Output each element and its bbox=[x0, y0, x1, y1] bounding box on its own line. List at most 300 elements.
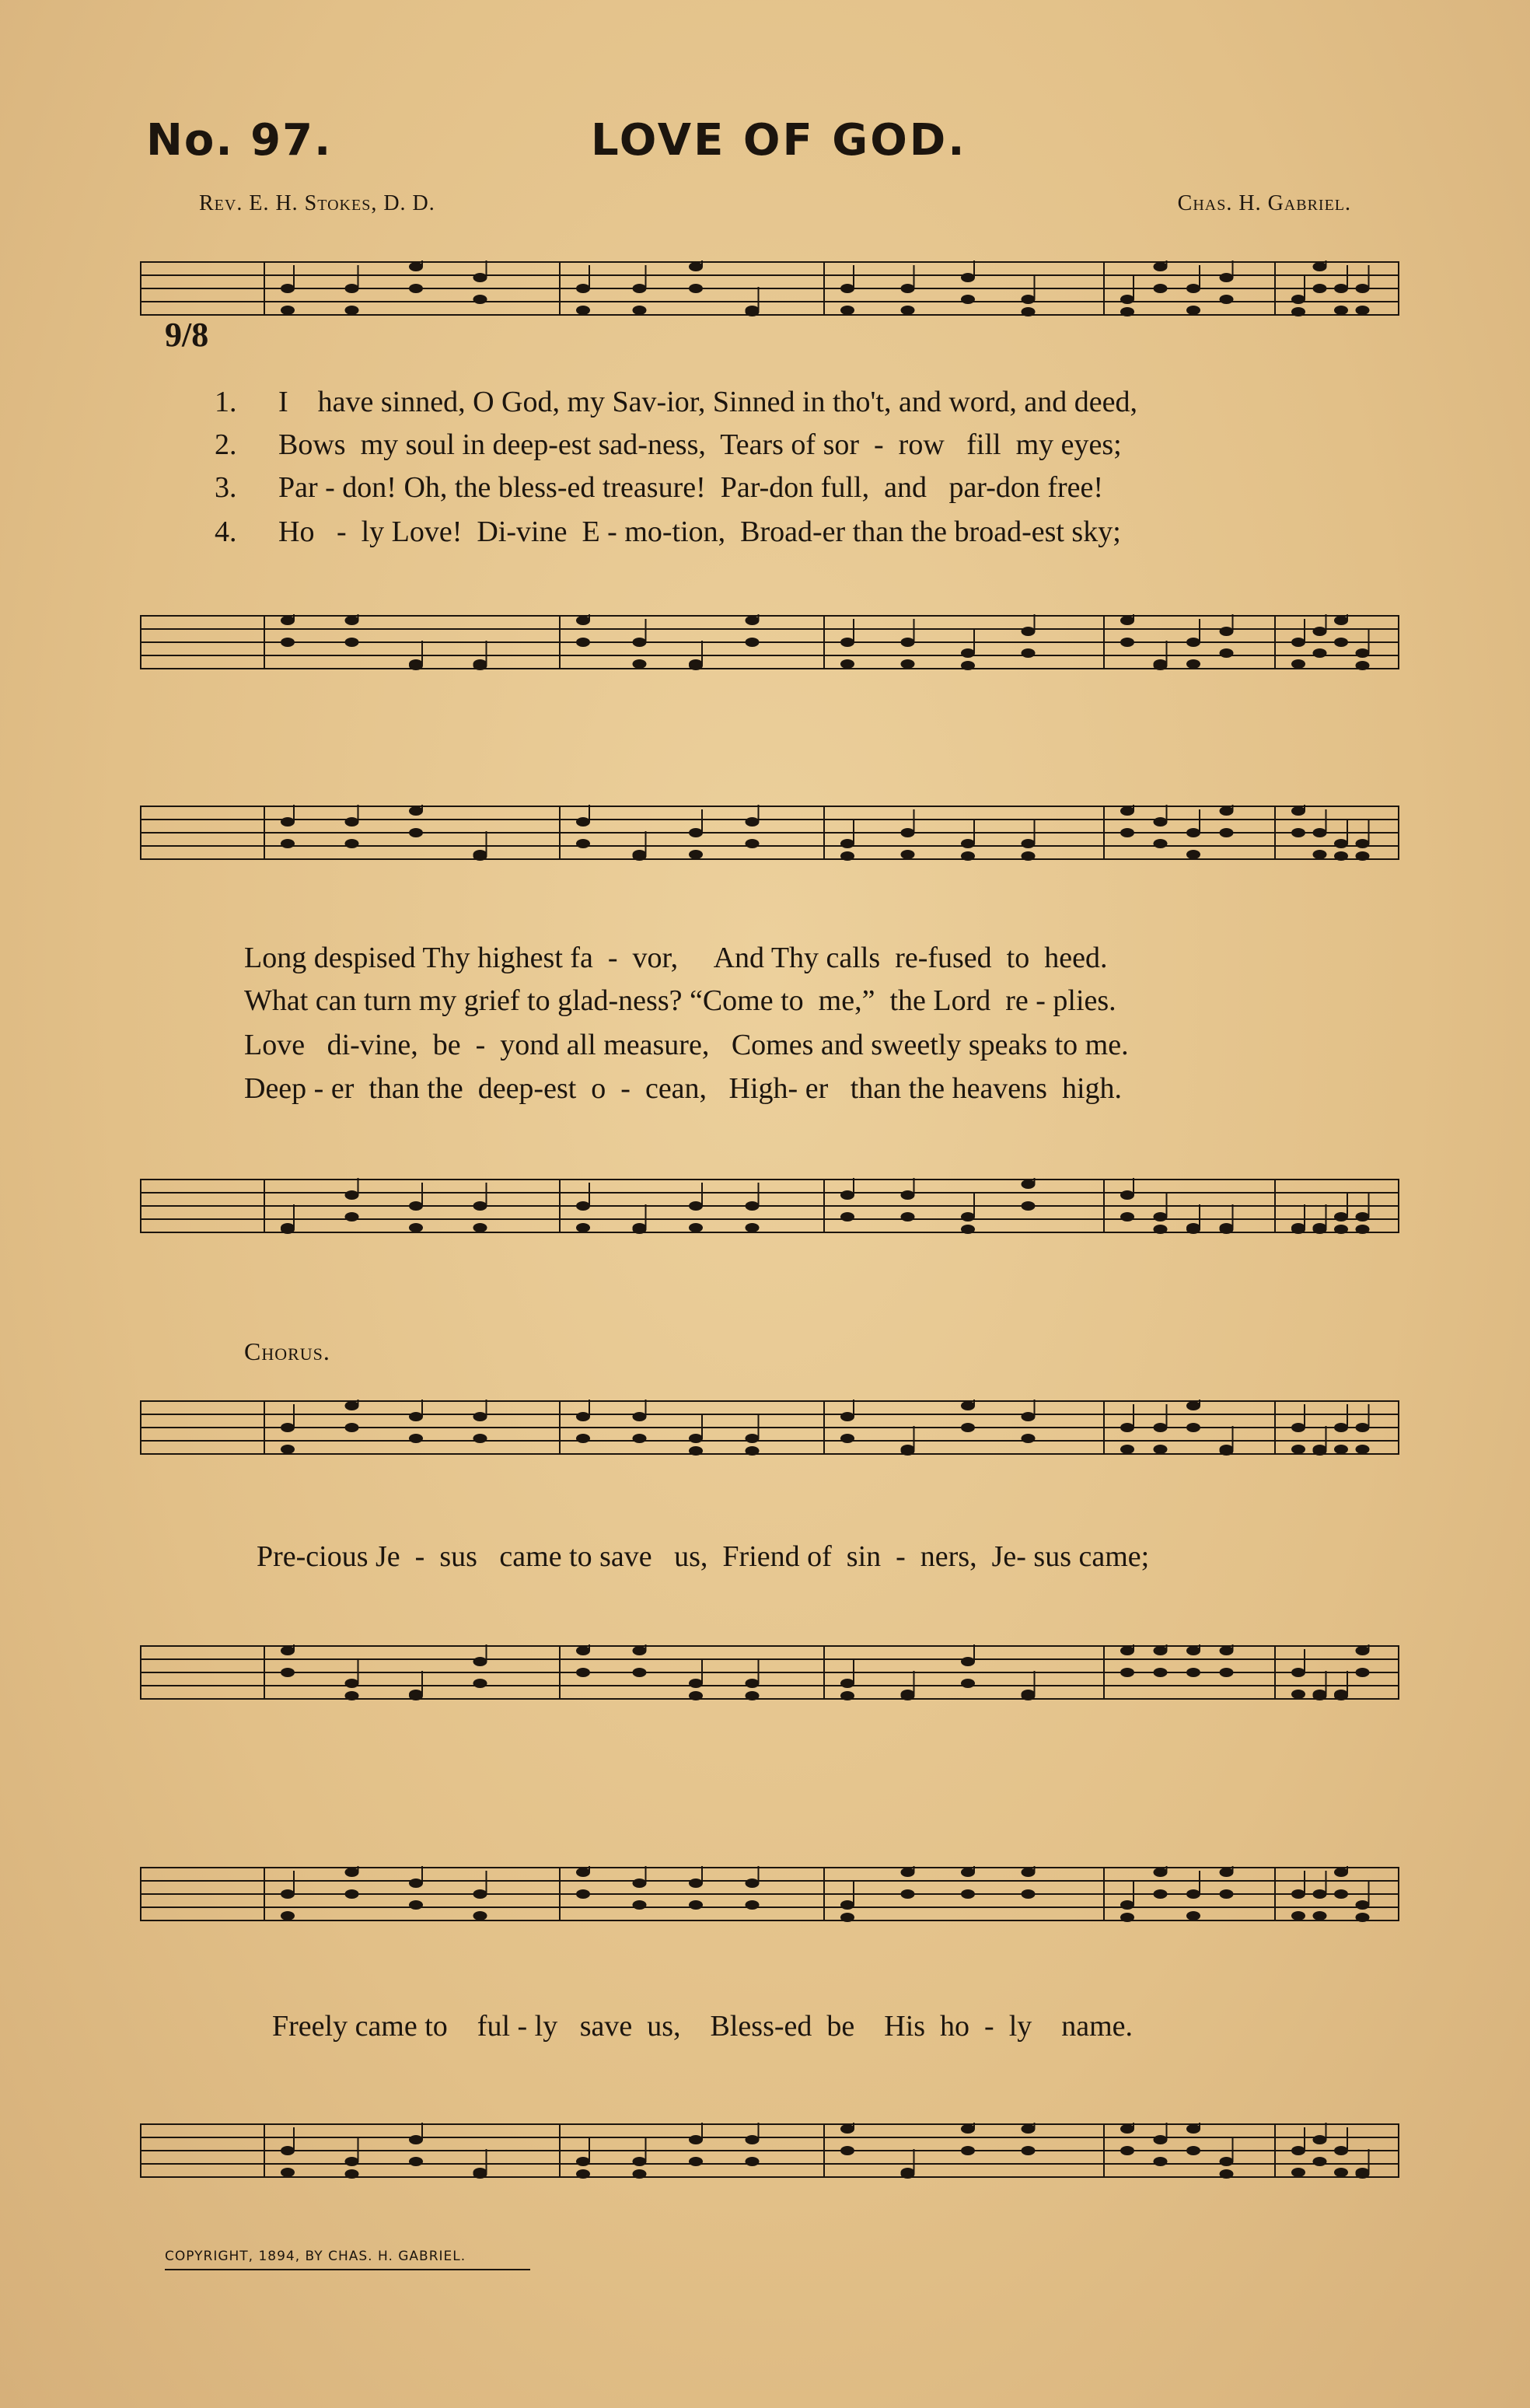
note-head bbox=[901, 1190, 915, 1200]
note-head bbox=[1220, 1668, 1234, 1677]
note-head bbox=[746, 616, 760, 625]
note-head bbox=[409, 661, 423, 670]
note-head bbox=[345, 1423, 359, 1432]
note-head bbox=[689, 2135, 703, 2144]
note-head bbox=[1154, 1646, 1168, 1655]
note-head bbox=[1334, 616, 1348, 625]
note-head bbox=[473, 1412, 487, 1421]
note-head bbox=[1220, 1646, 1234, 1655]
note-head bbox=[1022, 1889, 1036, 1899]
chorus-label: Chorus. bbox=[244, 1337, 330, 1365]
bass-staff-2 bbox=[140, 1178, 1399, 1234]
note-head bbox=[281, 638, 295, 647]
note-head bbox=[1334, 851, 1348, 861]
note-head bbox=[840, 1679, 854, 1688]
note-head bbox=[1186, 1646, 1200, 1655]
note-head bbox=[409, 1412, 423, 1421]
note-head bbox=[409, 1201, 423, 1211]
treble-staff-2 bbox=[140, 805, 1399, 861]
note-head bbox=[1356, 1646, 1370, 1655]
note-head bbox=[1120, 828, 1134, 837]
note-head bbox=[1022, 839, 1036, 848]
lyric-line: What can turn my grief to glad-ness? “Come to me,” the Lord re - plies. bbox=[244, 984, 1116, 1017]
note-head bbox=[345, 638, 359, 647]
note-head bbox=[840, 1212, 854, 1221]
note-head bbox=[1313, 1446, 1327, 1456]
lyric-line: Deep - er than the deep-est o - cean, High- er than the heavens high. bbox=[244, 1072, 1123, 1105]
note-head bbox=[689, 1900, 703, 1910]
note-head bbox=[409, 1223, 423, 1232]
note-head bbox=[1356, 1225, 1370, 1234]
note-head bbox=[1186, 1911, 1200, 1920]
note-head bbox=[1313, 284, 1327, 293]
note-head bbox=[1022, 1412, 1036, 1421]
note-head bbox=[840, 638, 854, 647]
note-head bbox=[1334, 1225, 1348, 1234]
note-head bbox=[345, 1212, 359, 1221]
note-head bbox=[961, 1225, 975, 1234]
note-head bbox=[840, 1691, 854, 1700]
note-head bbox=[1186, 828, 1200, 837]
copyright-notice: COPYRIGHT, 1894, BY CHAS. H. GABRIEL. bbox=[165, 2249, 466, 2264]
note-head bbox=[1022, 2124, 1036, 2134]
note-head bbox=[633, 851, 647, 861]
note-head bbox=[840, 659, 854, 669]
note-head bbox=[1120, 1445, 1134, 1454]
note-head bbox=[1356, 851, 1370, 861]
note-head bbox=[901, 1446, 915, 1456]
note-head bbox=[1022, 2146, 1036, 2155]
note-head bbox=[1291, 1668, 1305, 1677]
composer-credit: Chas. H. Gabriel. bbox=[1177, 191, 1351, 215]
note-head bbox=[746, 1900, 760, 1910]
note-head bbox=[633, 1668, 647, 1677]
note-head bbox=[1220, 1889, 1234, 1899]
note-head bbox=[746, 1679, 760, 1688]
note-head bbox=[345, 817, 359, 827]
note-head bbox=[345, 1190, 359, 1200]
note-head bbox=[1186, 1225, 1200, 1234]
note-head bbox=[689, 1434, 703, 1443]
note-head bbox=[633, 1412, 647, 1421]
note-head bbox=[1356, 1913, 1370, 1922]
note-head bbox=[901, 306, 915, 315]
note-head bbox=[901, 828, 915, 837]
note-head bbox=[1154, 1423, 1168, 1432]
note-head bbox=[1291, 638, 1305, 647]
note-head bbox=[1356, 1900, 1370, 1910]
note-head bbox=[1154, 1225, 1168, 1234]
note-head bbox=[1120, 638, 1134, 647]
note-head bbox=[345, 1679, 359, 1688]
note-head bbox=[576, 839, 590, 848]
note-head bbox=[473, 1657, 487, 1666]
note-head bbox=[576, 1434, 590, 1443]
note-head bbox=[576, 1201, 590, 1211]
note-head bbox=[281, 817, 295, 827]
note-head bbox=[473, 1679, 487, 1688]
note-head bbox=[281, 284, 295, 293]
note-head bbox=[409, 1879, 423, 1888]
note-head bbox=[1291, 1423, 1305, 1432]
note-head bbox=[746, 1446, 760, 1456]
chorus-lyric-line: Freely came to ful - ly save us, Bless-ed be His ho - ly name. bbox=[272, 2010, 1134, 2043]
note-head bbox=[1313, 648, 1327, 658]
note-head bbox=[840, 1900, 854, 1910]
note-head bbox=[1120, 1190, 1134, 1200]
note-head bbox=[901, 638, 915, 647]
note-head bbox=[633, 2157, 647, 2166]
note-head bbox=[633, 1879, 647, 1888]
note-head bbox=[1291, 806, 1305, 816]
note-head bbox=[345, 616, 359, 625]
note-head bbox=[576, 2169, 590, 2179]
lyric-line: Love di-vine, be - yond all measure, Comes and sweetly speaks to me. bbox=[244, 1029, 1129, 1061]
note-head bbox=[746, 839, 760, 848]
note-head bbox=[746, 2135, 760, 2144]
note-head bbox=[840, 2146, 854, 2155]
note-head bbox=[633, 638, 647, 647]
note-head bbox=[633, 659, 647, 669]
note-head bbox=[473, 661, 487, 670]
note-head bbox=[961, 273, 975, 282]
note-head bbox=[1120, 1212, 1134, 1221]
note-head bbox=[473, 1889, 487, 1899]
note-head bbox=[1022, 307, 1036, 316]
note-head bbox=[1334, 1868, 1348, 1877]
note-head bbox=[409, 1691, 423, 1700]
note-head bbox=[1334, 2146, 1348, 2155]
note-head bbox=[1220, 806, 1234, 816]
note-head bbox=[1334, 1445, 1348, 1454]
lyric-line: Par - don! Oh, the bless-ed treasure! Par-don full, and par-don free! bbox=[278, 471, 1104, 504]
note-head bbox=[633, 1225, 647, 1234]
note-head bbox=[961, 648, 975, 658]
bass-staff-1 bbox=[140, 614, 1399, 670]
note-head bbox=[281, 839, 295, 848]
note-head bbox=[1291, 1889, 1305, 1899]
note-head bbox=[1334, 839, 1348, 848]
note-head bbox=[961, 851, 975, 861]
note-head bbox=[1186, 659, 1200, 669]
note-head bbox=[1356, 1445, 1370, 1454]
note-head bbox=[1120, 307, 1134, 316]
note-head bbox=[1022, 1691, 1036, 1700]
note-head bbox=[473, 1434, 487, 1443]
note-head bbox=[840, 2124, 854, 2134]
note-head bbox=[1334, 2168, 1348, 2177]
note-head bbox=[576, 284, 590, 293]
note-head bbox=[746, 1223, 760, 1232]
note-head bbox=[1154, 262, 1168, 271]
note-head bbox=[1220, 828, 1234, 837]
note-head bbox=[746, 1879, 760, 1888]
note-head bbox=[1291, 1690, 1305, 1699]
note-head bbox=[633, 1900, 647, 1910]
note-head bbox=[1356, 2169, 1370, 2179]
note-head bbox=[409, 1900, 423, 1910]
note-head bbox=[1120, 616, 1134, 625]
note-head bbox=[1186, 306, 1200, 315]
note-head bbox=[1120, 1423, 1134, 1432]
note-head bbox=[901, 1889, 915, 1899]
note-head bbox=[1334, 1889, 1348, 1899]
note-head bbox=[281, 2146, 295, 2155]
note-head bbox=[345, 1691, 359, 1700]
note-head bbox=[1291, 828, 1305, 837]
note-head bbox=[473, 1201, 487, 1211]
note-head bbox=[576, 638, 590, 647]
note-head bbox=[633, 284, 647, 293]
note-head bbox=[281, 1889, 295, 1899]
note-head bbox=[281, 2168, 295, 2177]
note-head bbox=[345, 2157, 359, 2166]
note-head bbox=[1120, 295, 1134, 304]
note-head bbox=[576, 1412, 590, 1421]
note-head bbox=[1022, 295, 1036, 304]
note-head bbox=[1154, 839, 1168, 848]
note-head bbox=[1356, 839, 1370, 848]
note-head bbox=[281, 1225, 295, 1234]
note-head bbox=[1154, 1668, 1168, 1677]
note-head bbox=[473, 851, 487, 861]
note-head bbox=[746, 2157, 760, 2166]
note-head bbox=[576, 1889, 590, 1899]
note-head bbox=[1313, 262, 1327, 271]
note-head bbox=[1120, 1900, 1134, 1910]
note-head bbox=[1120, 1913, 1134, 1922]
note-head bbox=[1154, 661, 1168, 670]
lyric-line: Bows my soul in deep-est sad-ness, Tears of sor - row fill my eyes; bbox=[278, 428, 1122, 461]
note-head bbox=[345, 1868, 359, 1877]
chorus-lyric-line: Pre-cious Je - sus came to save us, Friend of sin - ners, Je- sus came; bbox=[257, 1540, 1150, 1573]
verse-number: 1. bbox=[215, 386, 237, 418]
note-head bbox=[961, 1679, 975, 1688]
note-head bbox=[1356, 306, 1370, 315]
note-head bbox=[281, 1668, 295, 1677]
note-head bbox=[409, 2135, 423, 2144]
note-head bbox=[1313, 1691, 1327, 1700]
note-head bbox=[1186, 1401, 1200, 1410]
note-head bbox=[1291, 1445, 1305, 1454]
note-head bbox=[1334, 638, 1348, 647]
note-head bbox=[689, 1691, 703, 1700]
note-head bbox=[1186, 2124, 1200, 2134]
note-head bbox=[1022, 1180, 1036, 1189]
note-head bbox=[633, 1646, 647, 1655]
note-head bbox=[281, 1646, 295, 1655]
note-head bbox=[1313, 2157, 1327, 2166]
note-head bbox=[1291, 1911, 1305, 1920]
note-head bbox=[901, 1691, 915, 1700]
note-head bbox=[281, 1423, 295, 1432]
note-head bbox=[961, 1401, 975, 1410]
note-head bbox=[901, 1212, 915, 1221]
note-head bbox=[961, 1212, 975, 1221]
note-head bbox=[409, 262, 423, 271]
note-head bbox=[1022, 1868, 1036, 1877]
note-head bbox=[345, 306, 359, 315]
note-head bbox=[1186, 850, 1200, 859]
note-head bbox=[1334, 284, 1348, 293]
note-head bbox=[840, 1913, 854, 1922]
note-head bbox=[1154, 2135, 1168, 2144]
note-head bbox=[576, 2157, 590, 2166]
note-head bbox=[1291, 295, 1305, 304]
note-head bbox=[281, 616, 295, 625]
note-head bbox=[576, 817, 590, 827]
note-head bbox=[840, 1190, 854, 1200]
note-head bbox=[1120, 1646, 1134, 1655]
note-head bbox=[961, 1868, 975, 1877]
note-head bbox=[1356, 1212, 1370, 1221]
note-head bbox=[1356, 284, 1370, 293]
note-head bbox=[1313, 1889, 1327, 1899]
note-head bbox=[1356, 1668, 1370, 1677]
note-head bbox=[689, 1223, 703, 1232]
note-head bbox=[901, 1868, 915, 1877]
note-head bbox=[961, 839, 975, 848]
note-head bbox=[409, 1434, 423, 1443]
verse-number: 2. bbox=[215, 428, 237, 461]
note-head bbox=[1120, 2124, 1134, 2134]
note-head bbox=[746, 1201, 760, 1211]
note-head bbox=[1154, 1212, 1168, 1221]
note-head bbox=[746, 817, 760, 827]
note-head bbox=[1022, 648, 1036, 658]
note-head bbox=[345, 839, 359, 848]
hymn-number: No. 97. bbox=[146, 115, 333, 166]
note-head bbox=[1220, 1225, 1234, 1234]
note-head bbox=[409, 284, 423, 293]
note-head bbox=[1356, 661, 1370, 670]
hymn-title: LOVE OF GOD. bbox=[591, 115, 967, 166]
note-head bbox=[961, 295, 975, 304]
note-head bbox=[1154, 2157, 1168, 2166]
note-head bbox=[281, 1911, 295, 1920]
note-head bbox=[689, 1879, 703, 1888]
note-head bbox=[961, 1889, 975, 1899]
note-head bbox=[1154, 1868, 1168, 1877]
note-head bbox=[1022, 1201, 1036, 1211]
note-head bbox=[746, 1434, 760, 1443]
note-head bbox=[345, 1401, 359, 1410]
note-head bbox=[1220, 627, 1234, 636]
note-head bbox=[840, 284, 854, 293]
note-head bbox=[689, 262, 703, 271]
note-head bbox=[1220, 1868, 1234, 1877]
note-head bbox=[840, 1434, 854, 1443]
note-head bbox=[1154, 284, 1168, 293]
note-head bbox=[961, 661, 975, 670]
note-head bbox=[1334, 1423, 1348, 1432]
note-head bbox=[345, 1889, 359, 1899]
note-head bbox=[1313, 1911, 1327, 1920]
note-head bbox=[689, 2157, 703, 2166]
note-head bbox=[633, 1434, 647, 1443]
bass-staff-3 bbox=[140, 1644, 1399, 1700]
note-head bbox=[1220, 295, 1234, 304]
note-head bbox=[901, 2169, 915, 2179]
note-head bbox=[1313, 627, 1327, 636]
note-head bbox=[1186, 284, 1200, 293]
note-head bbox=[961, 1423, 975, 1432]
note-head bbox=[576, 616, 590, 625]
note-head bbox=[1186, 1423, 1200, 1432]
note-head bbox=[1022, 851, 1036, 861]
note-head bbox=[689, 828, 703, 837]
note-head bbox=[576, 1646, 590, 1655]
time-signature: 9/8 bbox=[165, 316, 209, 354]
note-head bbox=[1220, 2157, 1234, 2166]
note-head bbox=[689, 1679, 703, 1688]
note-head bbox=[1313, 2135, 1327, 2144]
note-head bbox=[1120, 2146, 1134, 2155]
note-head bbox=[281, 306, 295, 315]
note-head bbox=[633, 306, 647, 315]
note-head bbox=[840, 1412, 854, 1421]
note-head bbox=[961, 1657, 975, 1666]
note-head bbox=[1186, 638, 1200, 647]
note-head bbox=[746, 1691, 760, 1700]
treble-staff-3 bbox=[140, 1400, 1399, 1456]
note-head bbox=[1220, 648, 1234, 658]
note-head bbox=[409, 806, 423, 816]
note-head bbox=[1186, 1889, 1200, 1899]
verse-number: 3. bbox=[215, 471, 237, 504]
note-head bbox=[1186, 2146, 1200, 2155]
note-head bbox=[1334, 1691, 1348, 1700]
note-head bbox=[1313, 850, 1327, 859]
note-head bbox=[901, 659, 915, 669]
note-head bbox=[689, 1201, 703, 1211]
note-head bbox=[633, 2169, 647, 2179]
note-head bbox=[840, 306, 854, 315]
note-head bbox=[473, 273, 487, 282]
note-head bbox=[901, 850, 915, 859]
note-head bbox=[1291, 1225, 1305, 1234]
note-head bbox=[473, 1911, 487, 1920]
note-head bbox=[1154, 1889, 1168, 1899]
note-head bbox=[409, 2157, 423, 2166]
note-head bbox=[689, 284, 703, 293]
note-head bbox=[1120, 1668, 1134, 1677]
note-head bbox=[576, 306, 590, 315]
note-head bbox=[1334, 306, 1348, 315]
note-head bbox=[1154, 1445, 1168, 1454]
note-head bbox=[1220, 273, 1234, 282]
lyric-line: Ho - ly Love! Di-vine E - mo-tion, Broad-er than the broad-est sky; bbox=[278, 516, 1121, 548]
note-head bbox=[1313, 1225, 1327, 1234]
note-head bbox=[746, 307, 760, 316]
note-head bbox=[1120, 806, 1134, 816]
note-head bbox=[281, 1445, 295, 1454]
note-head bbox=[1022, 1434, 1036, 1443]
note-head bbox=[1022, 627, 1036, 636]
note-head bbox=[961, 2124, 975, 2134]
note-head bbox=[576, 1668, 590, 1677]
note-head bbox=[1313, 828, 1327, 837]
verse-number: 4. bbox=[215, 516, 237, 548]
note-head bbox=[689, 850, 703, 859]
note-head bbox=[1186, 1668, 1200, 1677]
lyric-line: Long despised Thy highest fa - vor, And Thy calls re-fused to heed. bbox=[244, 942, 1108, 974]
note-head bbox=[901, 284, 915, 293]
note-head bbox=[1220, 1446, 1234, 1456]
lyric-line: I have sinned, O God, my Sav-ior, Sinned in tho't, and word, and deed, bbox=[278, 386, 1138, 418]
note-head bbox=[840, 851, 854, 861]
note-head bbox=[473, 2169, 487, 2179]
